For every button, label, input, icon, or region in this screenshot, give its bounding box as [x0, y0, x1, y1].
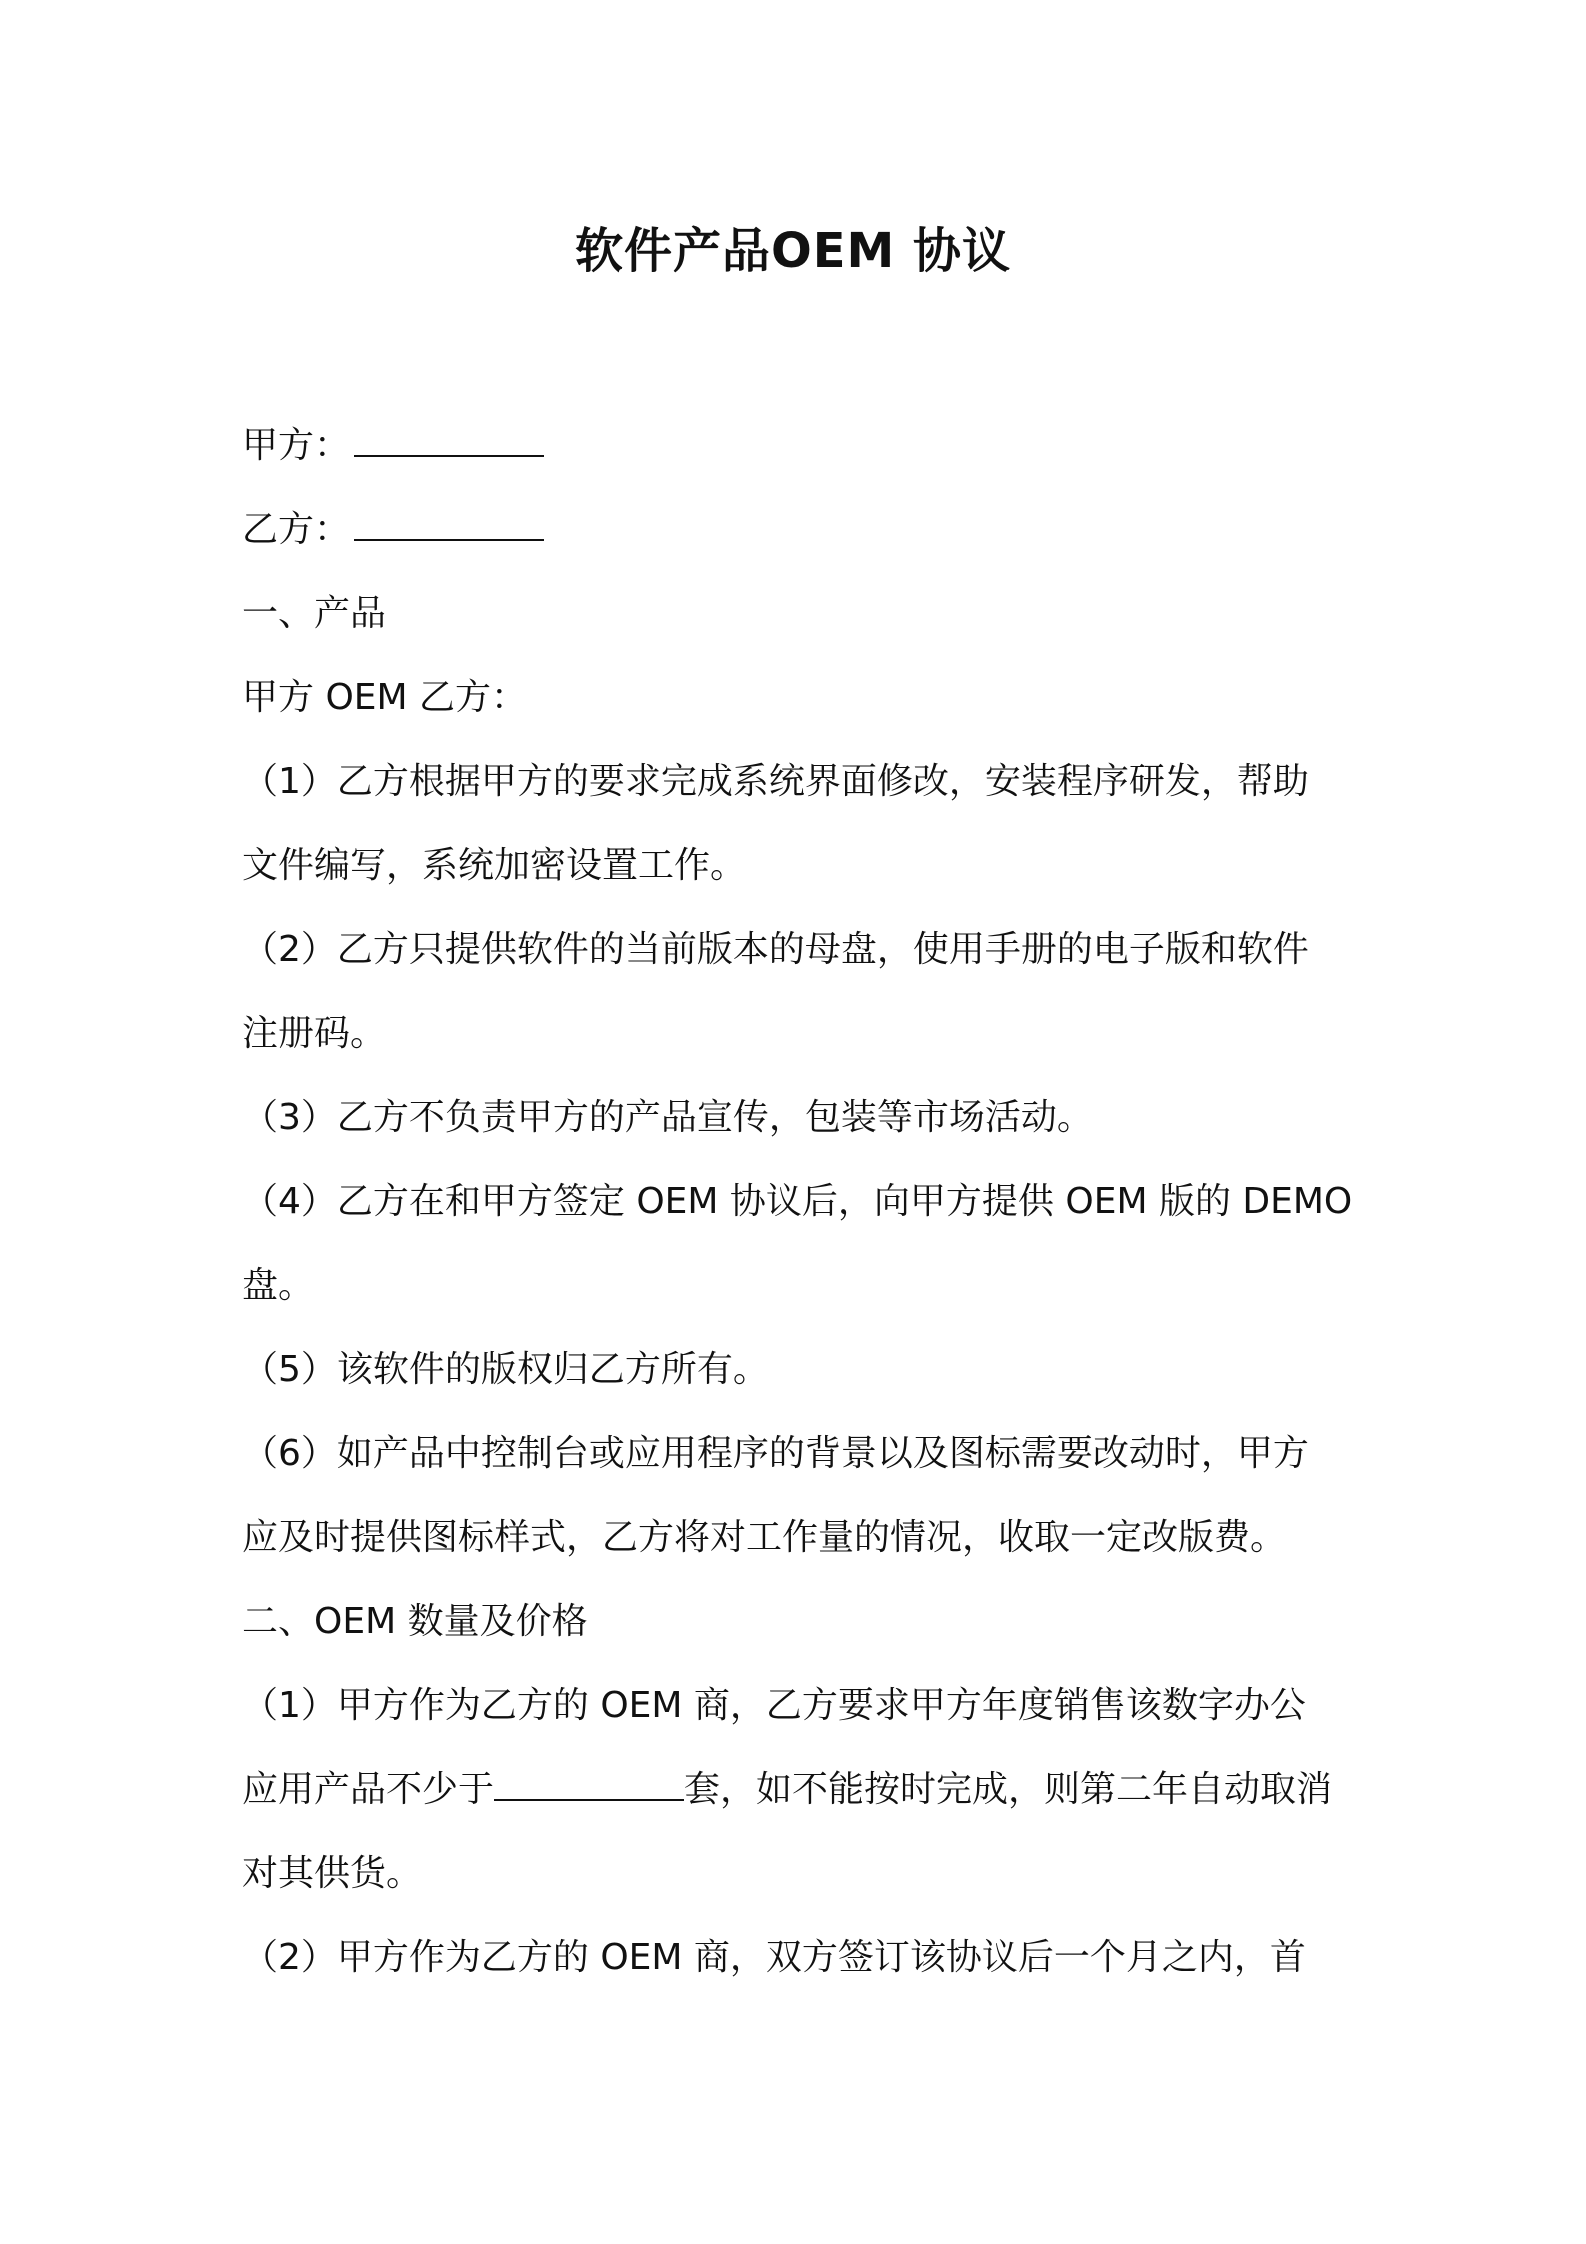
item-2-line-2: 注册码。 [242, 1013, 387, 1054]
s2-item-1-line-2 [242, 1748, 1352, 1832]
party-a-line [242, 404, 1352, 488]
item-5-line-1: （5）该软件的版权归乙方所有。 [242, 1349, 769, 1390]
item-3-line-1: （3）乙方不负责甲方的产品宣传，包装等市场活动。 [242, 1097, 1093, 1138]
s2-item-1-line-2-post: 套，如不能按时完成，则第二年自动取消 [684, 1769, 1333, 1810]
item-1-line-2: 文件编写，系统加密设置工作。 [242, 845, 747, 886]
section-2-heading: 二、OEM 数量及价格 [242, 1601, 588, 1642]
party-a-label: 甲方： [242, 425, 351, 466]
document-body [242, 404, 1352, 2000]
document-title: 软件产品OEM 协议 [574, 223, 1012, 279]
party-b-blank [354, 509, 544, 541]
item-4-line-2: 盘。 [242, 1265, 315, 1306]
section-1-heading: 一、产品 [242, 593, 387, 634]
item-1-line-1: （1）乙方根据甲方的要求完成系统界面修改，安装程序研发，帮助 [242, 761, 1309, 802]
party-b-line [242, 488, 1352, 572]
s2-item-1-line-1: （1）甲方作为乙方的 OEM 商，乙方要求甲方年度销售该数字办公 [242, 1685, 1306, 1726]
item-2-line-1: （2）乙方只提供软件的当前版本的母盘，使用手册的电子版和软件 [242, 929, 1309, 970]
section-1-intro: 甲方 OEM 乙方： [242, 677, 528, 718]
party-b-label: 乙方： [242, 509, 351, 550]
item-4-line-1: （4）乙方在和甲方签定 OEM 协议后，向甲方提供 OEM 版的 DEMO [242, 1181, 1353, 1222]
s2-item-2-line-1: （2）甲方作为乙方的 OEM 商，双方签订该协议后一个月之内，首 [242, 1937, 1306, 1978]
s2-item-1-line-3: 对其供货。 [242, 1853, 423, 1894]
item-6-line-1: （6）如产品中控制台或应用程序的背景以及图标需要改动时，甲方 [242, 1433, 1309, 1474]
party-a-blank [354, 425, 544, 457]
s2-item-1-line-2-pre: 应用产品不少于 [242, 1769, 495, 1810]
quantity-blank [494, 1769, 684, 1801]
item-6-line-2: 应及时提供图标样式，乙方将对工作量的情况，收取一定改版费。 [242, 1517, 1287, 1558]
